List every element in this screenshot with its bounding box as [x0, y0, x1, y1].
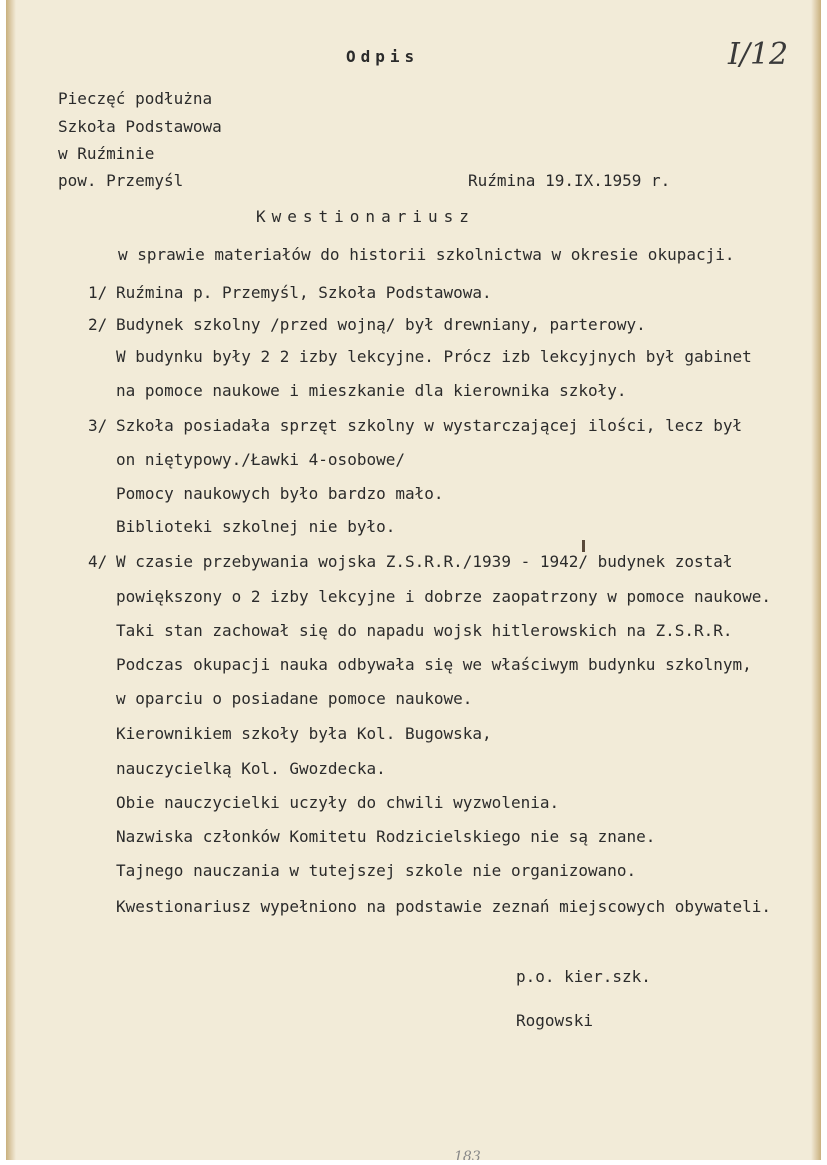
- item-label: 2/: [88, 315, 108, 334]
- questionnaire-heading: Kwestionariusz: [256, 207, 475, 226]
- place-date: Ruźmina 19.IX.1959 r.: [468, 171, 671, 190]
- item-line: on niętypowy./Ławki 4-osobowe/: [116, 450, 405, 469]
- item-line: na pomoce naukowe i mieszkanie dla kierownika szkoły.: [116, 381, 627, 400]
- item-label: 1/: [88, 283, 108, 302]
- item-line: Tajnego nauczania w tutejszej szkole nie organizowano.: [116, 861, 637, 880]
- questionnaire-subheading: w sprawie materiałów do historii szkolnictwa w okresie okupacji.: [118, 245, 735, 264]
- footer-number: 183: [454, 1149, 481, 1160]
- item-line: powiększony o 2 izby lekcyjne i dobrze zaopatrzony w pomoce naukowe.: [116, 587, 772, 606]
- item-line: Kierownikiem szkoły była Kol. Bugowska,: [116, 724, 492, 743]
- item-line: Taki stan zachował się do napadu wojsk hitlerowskich na Z.S.R.R.: [116, 621, 733, 640]
- item-line: Biblioteki szkolnej nie było.: [116, 517, 396, 536]
- stamp-line: w Ruźminie: [58, 144, 155, 163]
- item-line: Nazwiska członków Komitetu Rodzicielskiego nie są znane.: [116, 827, 656, 846]
- item-line: Szkoła posiadała sprzęt szkolny w wystarczającej ilości, lecz był: [116, 416, 743, 435]
- signature-name: Rogowski: [516, 1011, 594, 1030]
- document-title: Odpis: [346, 47, 420, 66]
- item-line: w oparciu o posiadane pomoce naukowe.: [116, 689, 473, 708]
- item-line: Kwestionariusz wypełniono na podstawie zeznań miejscowych obywateli.: [116, 897, 772, 916]
- document-page: [6, 0, 821, 1160]
- handwritten-reference: I/12: [728, 37, 789, 72]
- item-label: 3/: [88, 416, 108, 435]
- paper-edge-left: [6, 0, 16, 1160]
- stamp-line: Pieczęć podłużna: [58, 89, 213, 108]
- margin-mark: [582, 540, 585, 552]
- item-label: 4/: [88, 552, 108, 571]
- item-line: Pomocy naukowych było bardzo mało.: [116, 484, 444, 503]
- item-line: nauczycielką Kol. Gwozdecka.: [116, 759, 386, 778]
- signature-title: p.o. kier.szk.: [516, 967, 651, 986]
- item-line: W budynku były 2 2 izby lekcyjne. Prócz izb lekcyjnych był gabinet: [116, 347, 752, 366]
- item-line: Obie nauczycielki uczyły do chwili wyzwolenia.: [116, 793, 560, 812]
- item-line: Podczas okupacji nauka odbywała się we właściwym budynku szkolnym,: [116, 655, 752, 674]
- stamp-line: Szkoła Podstawowa: [58, 117, 222, 136]
- item-line: Ruźmina p. Przemyśl, Szkoła Podstawowa.: [116, 283, 492, 302]
- item-line: Budynek szkolny /przed wojną/ był drewniany, parterowy.: [116, 315, 646, 334]
- item-line: W czasie przebywania wojska Z.S.R.R./1939 - 1942/ budynek został: [116, 552, 733, 571]
- stamp-line: pow. Przemyśl: [58, 171, 184, 190]
- paper-edge-right: [811, 0, 821, 1160]
